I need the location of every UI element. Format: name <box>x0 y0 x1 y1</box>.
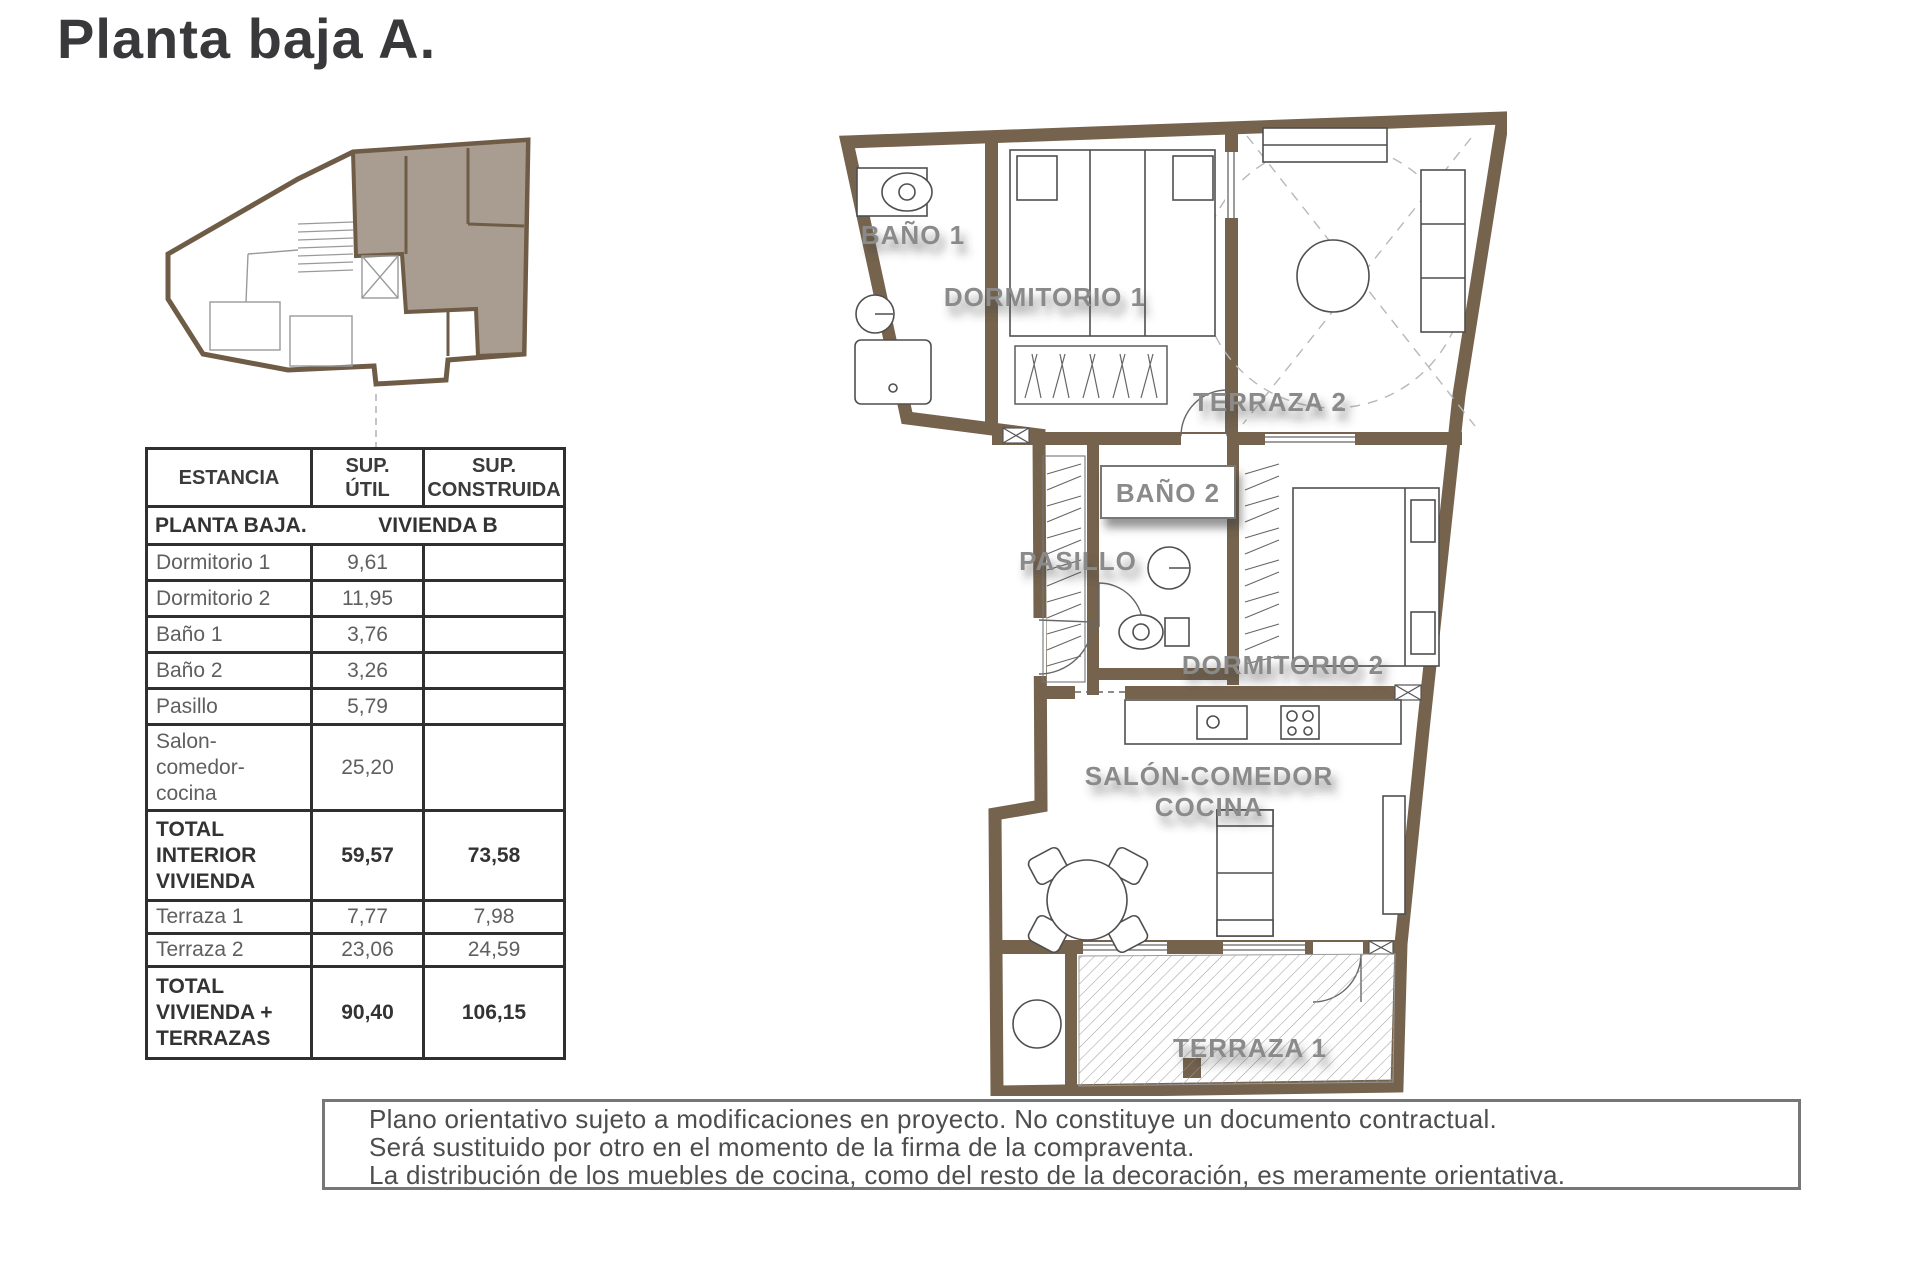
table-total-interior-row: TOTAL INTERIOR VIVIENDA 59,57 73,58 <box>147 811 565 901</box>
disclaimer-line: La distribución de los muebles de cocina, como del resto de la decoración, es meramente orientativa. <box>369 1160 1566 1190</box>
label-bano2 <box>1101 466 1235 518</box>
label-salon-line1: SALÓN-COMEDOR <box>1084 761 1334 791</box>
disclaimer-box <box>322 1099 1801 1190</box>
surfaces-table <box>145 447 566 1060</box>
kitchen-counter-icon <box>1125 700 1401 744</box>
svg-text:BAÑO 2: BAÑO 2 <box>1115 478 1221 508</box>
header-estancia: ESTANCIA <box>147 449 312 507</box>
table-row: Baño 1 3,76 <box>147 617 565 653</box>
table-row: Salon- comedor- cocina 25,20 <box>147 725 565 811</box>
label-salon-line2: COCINA <box>1154 792 1264 822</box>
main-floor-plan <box>835 108 1507 1096</box>
label-terraza1: TERRAZA 1 <box>1173 1033 1327 1063</box>
section-planta: PLANTA BAJA. <box>155 513 307 537</box>
header-sup-construida: SUP. CONSTRUIDA <box>424 449 565 507</box>
key-plan <box>148 104 540 448</box>
laundry-machine-icon <box>1013 1000 1061 1048</box>
table-row: Dormitorio 2 11,95 <box>147 581 565 617</box>
table-section-row <box>147 507 565 545</box>
table-row: Dormitorio 1 9,61 <box>147 545 565 581</box>
table-total-vivienda-row: TOTAL VIVIENDA + TERRAZAS 90,40 106,15 <box>147 967 565 1059</box>
table-header-row <box>147 449 565 507</box>
disclaimer-line: Será sustituido por otro en el momento de la firma de la compraventa. <box>369 1132 1195 1162</box>
section-vivienda: VIVIENDA B <box>378 513 498 537</box>
label-dormitorio1: DORMITORIO 1 <box>943 282 1147 312</box>
label-terraza2: TERRAZA 2 <box>1193 387 1347 417</box>
table-row: Baño 2 3,26 <box>147 653 565 689</box>
header-sup-util: SUP. ÚTIL <box>312 449 424 507</box>
disclaimer-line: Plano orientativo sujeto a modificaciones en proyecto. No constituye un documento contractual. <box>369 1104 1498 1134</box>
table-row: Terraza 2 23,06 24,59 <box>147 934 565 967</box>
table-row: Pasillo 5,79 <box>147 689 565 725</box>
page-title: Planta baja A. <box>57 7 437 70</box>
label-bano1: BAÑO 1 <box>860 220 966 250</box>
dorm2-bed-icon <box>1293 488 1439 666</box>
label-dormitorio2: DORMITORIO 2 <box>1181 650 1385 680</box>
table-row: Terraza 1 7,77 7,98 <box>147 901 565 934</box>
label-pasillo: PASILLO <box>1019 546 1137 576</box>
terraza1-hatch <box>1079 954 1395 1086</box>
